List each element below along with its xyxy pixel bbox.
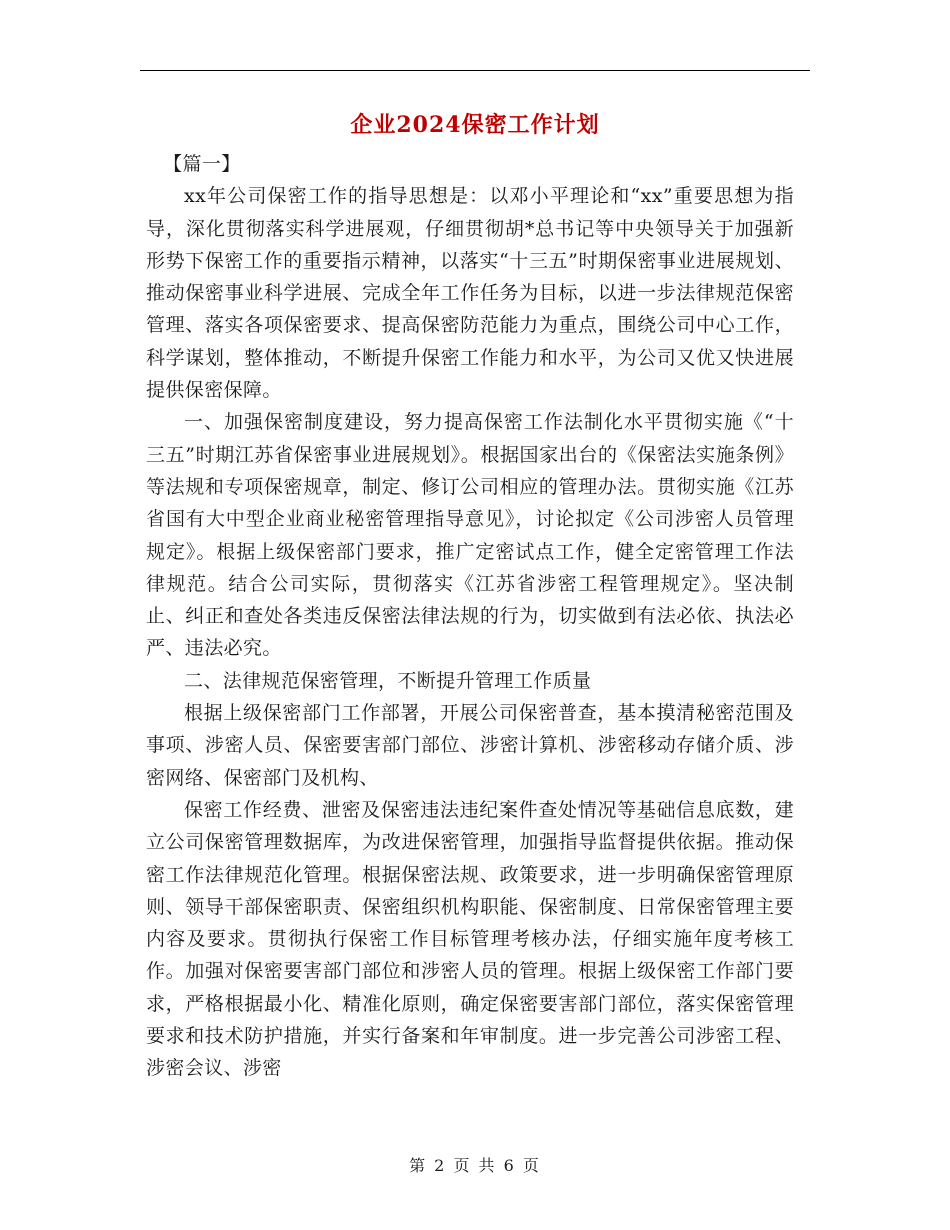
paragraph-management: 保密工作经费、泄密及保密违法违纪案件查处情况等基础信息底数，建立公司保密管理数据库，为改进保密管理，加强指导监督提供依据。推动保密工作法律规范化管理。根据保密法规、政策要求，进一步明确保密管理原则、领导干部保密职责、保密组织机构职能、保密制度、日常保密管理主要内容及要求。贯彻执行保密工作目标管理考核办法，仔细实施年度考核工作。加强对保密要害部门部位和涉密人员的管理。根据上级保密工作部门要求，严格根据最小化、精准化原则，确定保密要害部门部位，落实保密管理要求和技术防护措施，并实行备案和年审制度。进一步完善公司涉密工程、涉密会议、涉密: [146, 798, 794, 1080]
page-number: 第 2 页 共 6 页: [409, 1156, 541, 1175]
header-rule: [140, 70, 810, 71]
section-heading: 【篇一】: [163, 153, 241, 175]
paragraph-system-building: 一、加强保密制度建设，努力提高保密工作法制化水平贯彻实施《“十三五”时期江苏省保密事业进展规划》。根据国家出台的《保密法实施条例》等法规和专项保密规章，制定、修订公司相应的管理办法。贯彻实施《江苏省国有大中型企业商业秘密管理指导意见》，讨论拟定《公司涉密人员管理规定》。根据上级保密部门要求，推广定密试点工作，健全定密管理工作法律规范。结合公司实际，贯彻落实《江苏省涉密工程管理规定》。坚决制止、纠正和查处各类违反保密法律法规的行为，切实做到有法必依、执法必严、违法必究。: [146, 411, 794, 660]
document-title: 企业2024保密工作计划: [350, 112, 600, 138]
paragraph-guiding-thought: xx年公司保密工作的指导思想是：以邓小平理论和“xx”重要思想为指导，深化贯彻落实科学进展观，仔细贯彻胡*总书记等中央领导关于加强新形势下保密工作的重要指示精神，以落实“十三五”时期保密事业进展规划、推动保密事业科学进展、完成全年工作任务为目标，以进一步法律规范保密管理、落实各项保密要求、提高保密防范能力为重点，围绕公司中心工作，科学谋划，整体推动，不断提升保密工作能力和水平，为公司又优又快进展提供保密保障。: [146, 185, 794, 402]
document-body: [146, 148, 794, 1085]
paragraph-survey: 根据上级保密部门工作部署，开展公司保密普查，基本摸清秘密范围及事项、涉密人员、保密要害部门部位、涉密计算机、涉密移动存储介质、涉密网络、保密部门及机构、: [146, 702, 794, 789]
paragraph-subheading: 二、法律规范保密管理，不断提升管理工作质量: [184, 669, 592, 692]
